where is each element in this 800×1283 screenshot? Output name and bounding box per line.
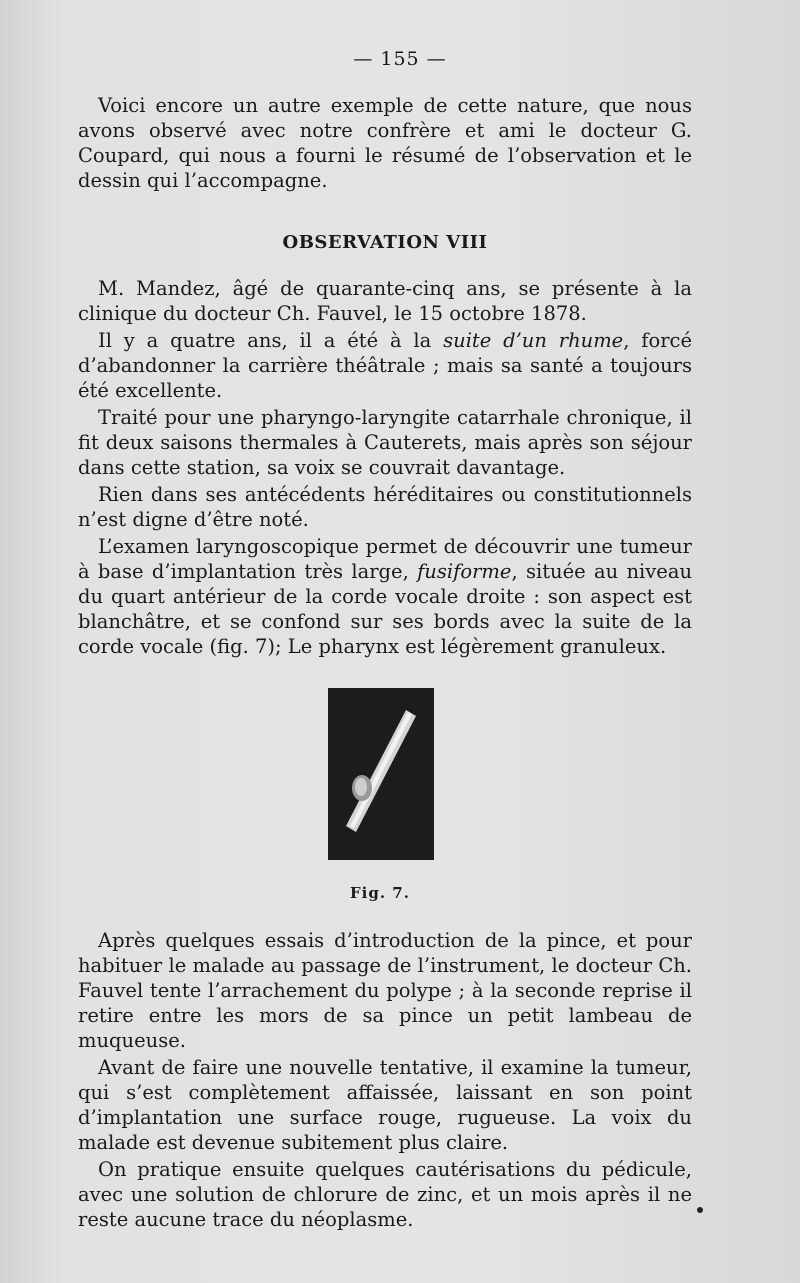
treatment-paragraph: Avant de faire une nouvelle tentative, il examine la tumeur, qui s’est complètement affaissée, laissant en son point d’implantation une surface rouge, rugueuse. La voix du malade est devenue subitement plus claire. <box>78 1056 692 1154</box>
treatment-body <box>78 928 692 1234</box>
ink-spot <box>697 1207 703 1213</box>
observation-paragraph <box>78 405 692 480</box>
treatment-paragraph: Après quelques essais d’introduction de la pince, et pour habituer le malade au passage de l’instrument, le docteur Ch. Fauvel tente l’arrachement du polype ; à la seconde reprise il retire entre les mors de sa pince un petit lambeau de muqueuse. <box>78 929 692 1052</box>
observation-paragraph <box>78 534 692 659</box>
text-run: Il y a quatre ans, il a été à la <box>98 329 444 352</box>
text-run: Rien dans ses antécédents héréditaires ou constitutionnels n’est digne d’être noté. <box>78 483 692 531</box>
italic-phrase: fusiforme <box>417 560 512 583</box>
observation-paragraph <box>78 482 692 532</box>
italic-phrase: suite d’un rhume <box>443 329 624 352</box>
observation-heading: OBSERVATION VIII <box>282 232 488 253</box>
figure-7-image <box>328 688 434 860</box>
text-run: M. Mandez, âgé de quarante-cinq ans, se présente à la clinique du docteur Ch. Fauvel, le 15 octobre 1878. <box>78 277 692 325</box>
page-number: — 155 — <box>353 48 447 70</box>
treatment-paragraph: On pratique ensuite quelques cautérisations du pédicule, avec une solution de chlorure de zinc, et un mois après il ne reste aucune trace du néoplasme. <box>78 1158 692 1231</box>
text-run: L’examen laryngoscopique permet de découvrir une tumeur à base d’implantation très large, <box>78 535 692 583</box>
figure-caption: Fig. 7. <box>350 884 410 902</box>
text-run: , forcé d’abandonner la carrière théâtrale ; mais sa santé a toujours été excellente. <box>78 329 692 402</box>
text-run: , située au niveau du quart antérieur de la corde vocale droite : son aspect est blanchâtre, et se confond sur ses bords avec la suite de la corde vocale (fig. 7); Le pharynx est légèrement granuleux. <box>78 560 693 658</box>
observation-paragraph <box>78 276 692 326</box>
observation-body <box>78 276 692 661</box>
intro-paragraph: Voici encore un autre exemple de cette nature, que nous avons observé avec notre confrère et ami le docteur G. Coupard, qui nous a fourni le résumé de l’observation et le dessin qui l’accompagne. <box>78 94 692 192</box>
text-run: Traité pour une pharyngo-laryngite catarrhale chronique, il fit deux saisons thermales à Cauterets, mais après son séjour dans cette station, sa voix se couvrait davantage. <box>78 406 692 479</box>
observation-paragraph <box>78 328 692 403</box>
vocal-cord-illustration <box>328 688 434 860</box>
intro-block <box>78 93 692 195</box>
